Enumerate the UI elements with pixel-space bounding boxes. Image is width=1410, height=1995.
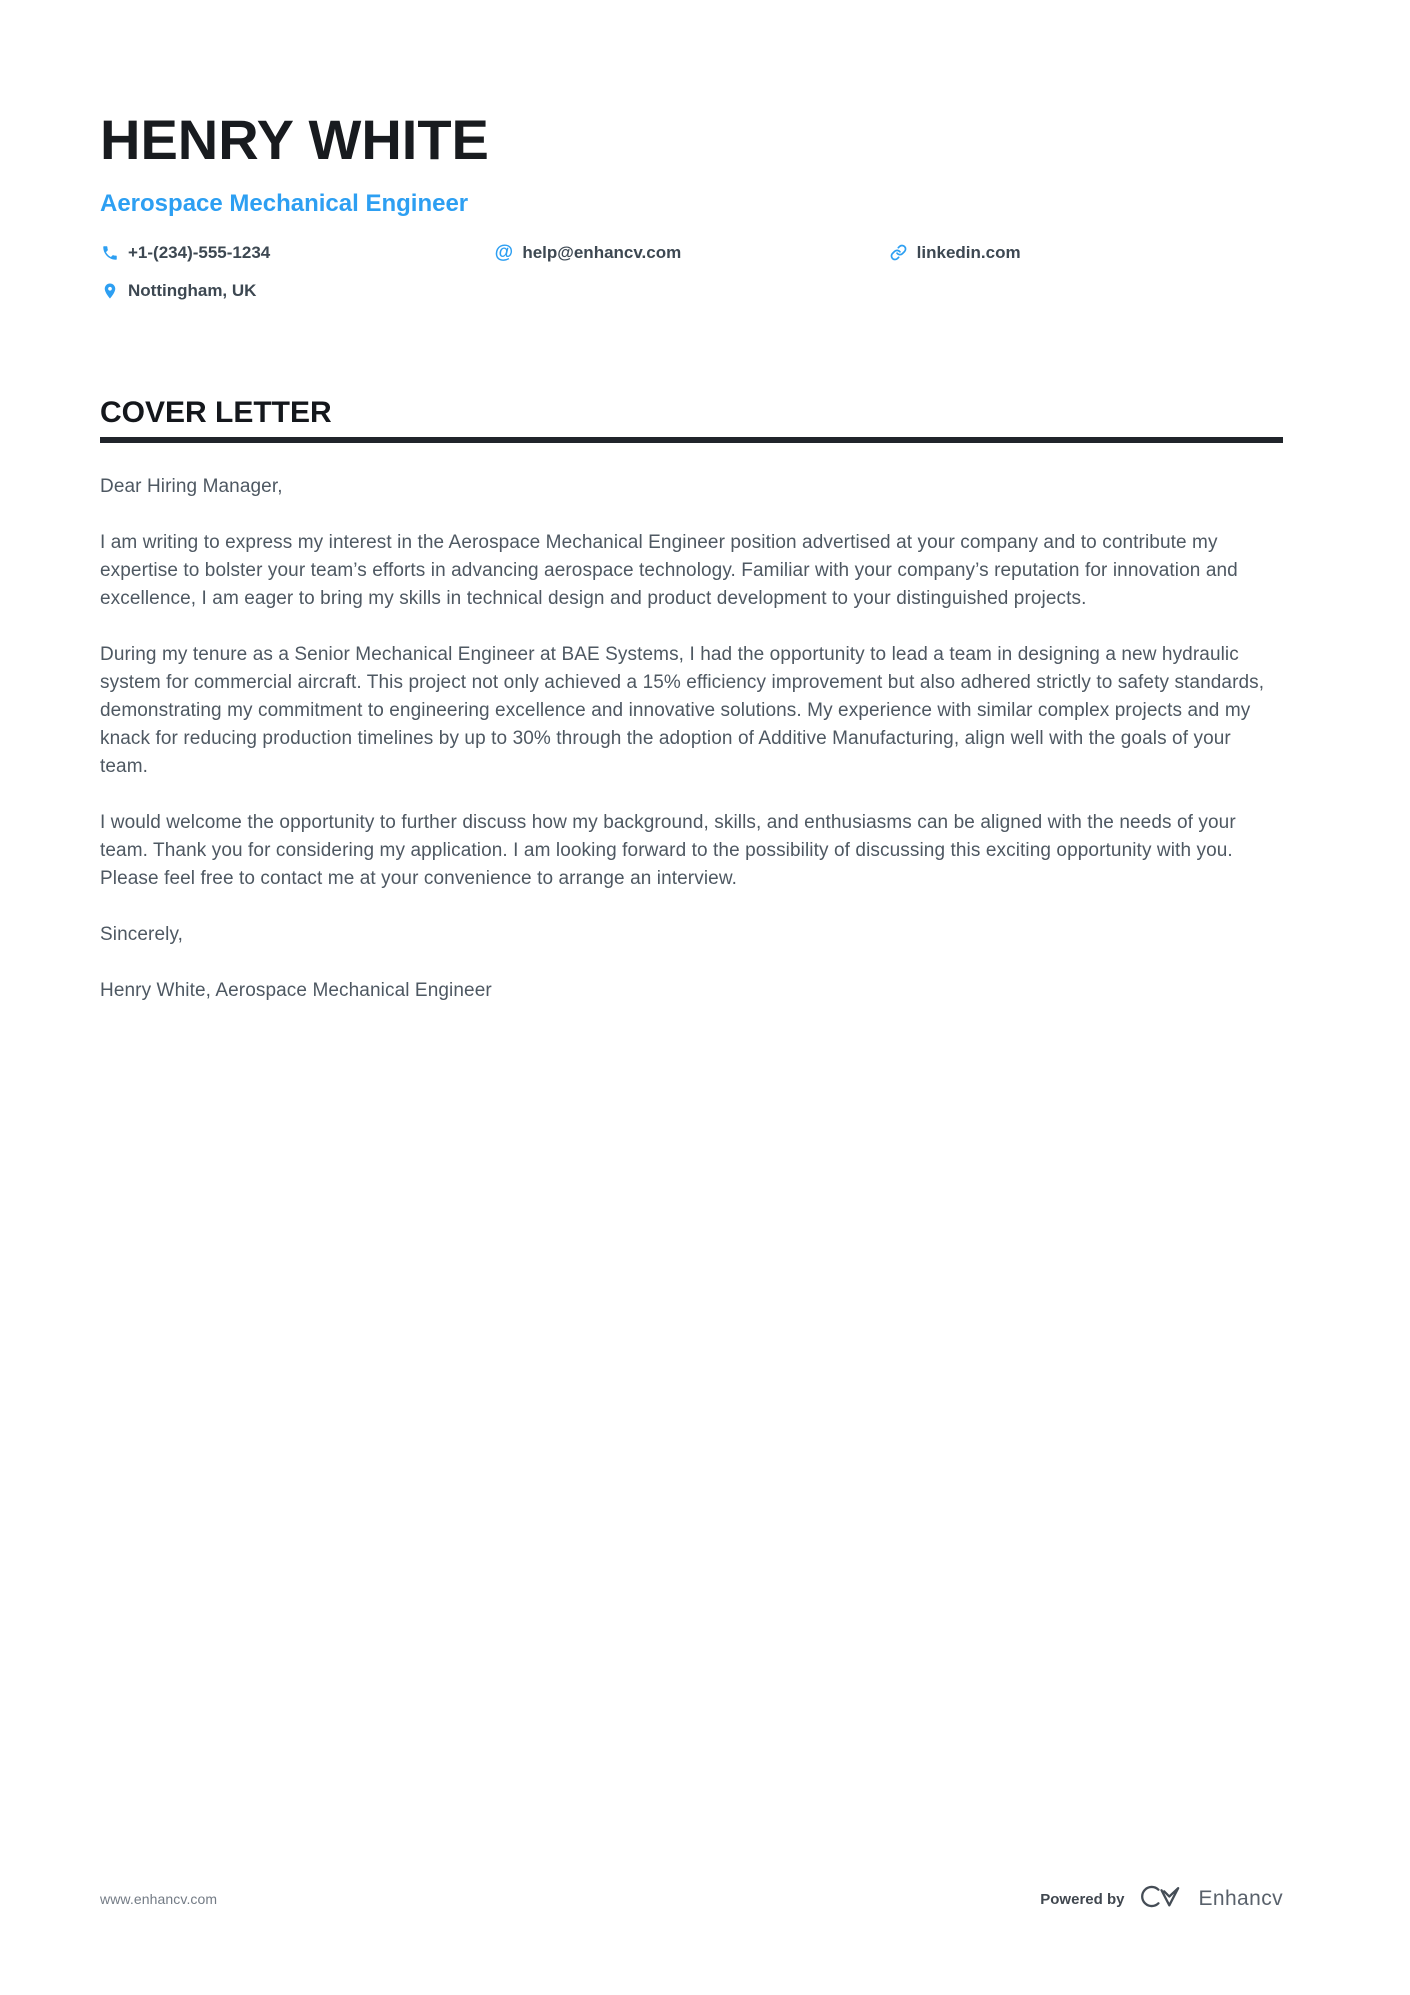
letter-body — [100, 473, 1283, 1005]
contact-link[interactable] — [889, 240, 1283, 266]
salutation: Dear Hiring Manager, — [100, 475, 283, 497]
powered-by-label: Powered by — [1040, 1890, 1125, 1908]
letter-paragraph-3: I would welcome the opportunity to further discuss how my background, skills, and enthusiasms can be aligned with the needs of your team. Thank you for considering my application. I am looking forward to the possibility of discussing this exciting opportunity with you. Please feel free to contact me at your convenience to arrange an interview. — [100, 811, 1236, 889]
contact-location — [100, 278, 494, 304]
enhancv-wordmark: Enhancv — [1198, 1887, 1283, 1910]
person-name: HENRY WHITE — [100, 108, 489, 171]
person-title: Aerospace Mechanical Engineer — [100, 190, 469, 217]
contact-email-value: help@enhancv.com — [522, 242, 682, 262]
contact-phone-value: +1-(234)-555-1234 — [128, 242, 271, 262]
section-heading: COVER LETTER — [100, 396, 1283, 443]
contact-location-value: Nottingham, UK — [128, 280, 257, 300]
powered-by[interactable] — [1040, 1883, 1283, 1915]
signature: Henry White, Aerospace Mechanical Engineer — [100, 979, 492, 1001]
contact-link-value: linkedin.com — [916, 242, 1021, 262]
footer-website[interactable]: www.enhancv.com — [100, 1891, 218, 1907]
contact-email[interactable] — [494, 240, 888, 266]
phone-icon — [100, 244, 119, 262]
enhancv-logo-icon — [1138, 1883, 1184, 1915]
header — [0, 0, 1410, 304]
location-pin-icon — [100, 282, 119, 300]
contact-phone[interactable] — [100, 240, 494, 266]
closing: Sincerely, — [100, 923, 184, 945]
contact-info — [100, 240, 1283, 304]
letter-paragraph-1: I am writing to express my interest in the Aerospace Mechanical Engineer position advertised at your company and to contribute my expertise to bolster your team’s efforts in advancing aerospace technology. Familiar with your company’s reputation for innovation and excellence, I am eager to bring my skills in technical design and product development to your distinguished projects. — [100, 531, 1238, 609]
footer — [0, 1883, 1410, 1915]
letter-paragraph-2: During my tenure as a Senior Mechanical Engineer at BAE Systems, I had the opportunity to lead a team in designing a new hydraulic system for commercial aircraft. This project not only achieved a 15% efficiency improvement but also adhered strictly to safety standards, demonstrating my commitment to engineering excellence and innovative solutions. My experience with similar complex projects and my knack for reducing production timelines by up to 30% through the adoption of Additive Manufacturing, align well with the goals of your team. — [100, 643, 1265, 777]
cover-letter-section — [0, 304, 1410, 1005]
at-icon: @ — [494, 242, 514, 264]
link-icon — [889, 244, 908, 261]
